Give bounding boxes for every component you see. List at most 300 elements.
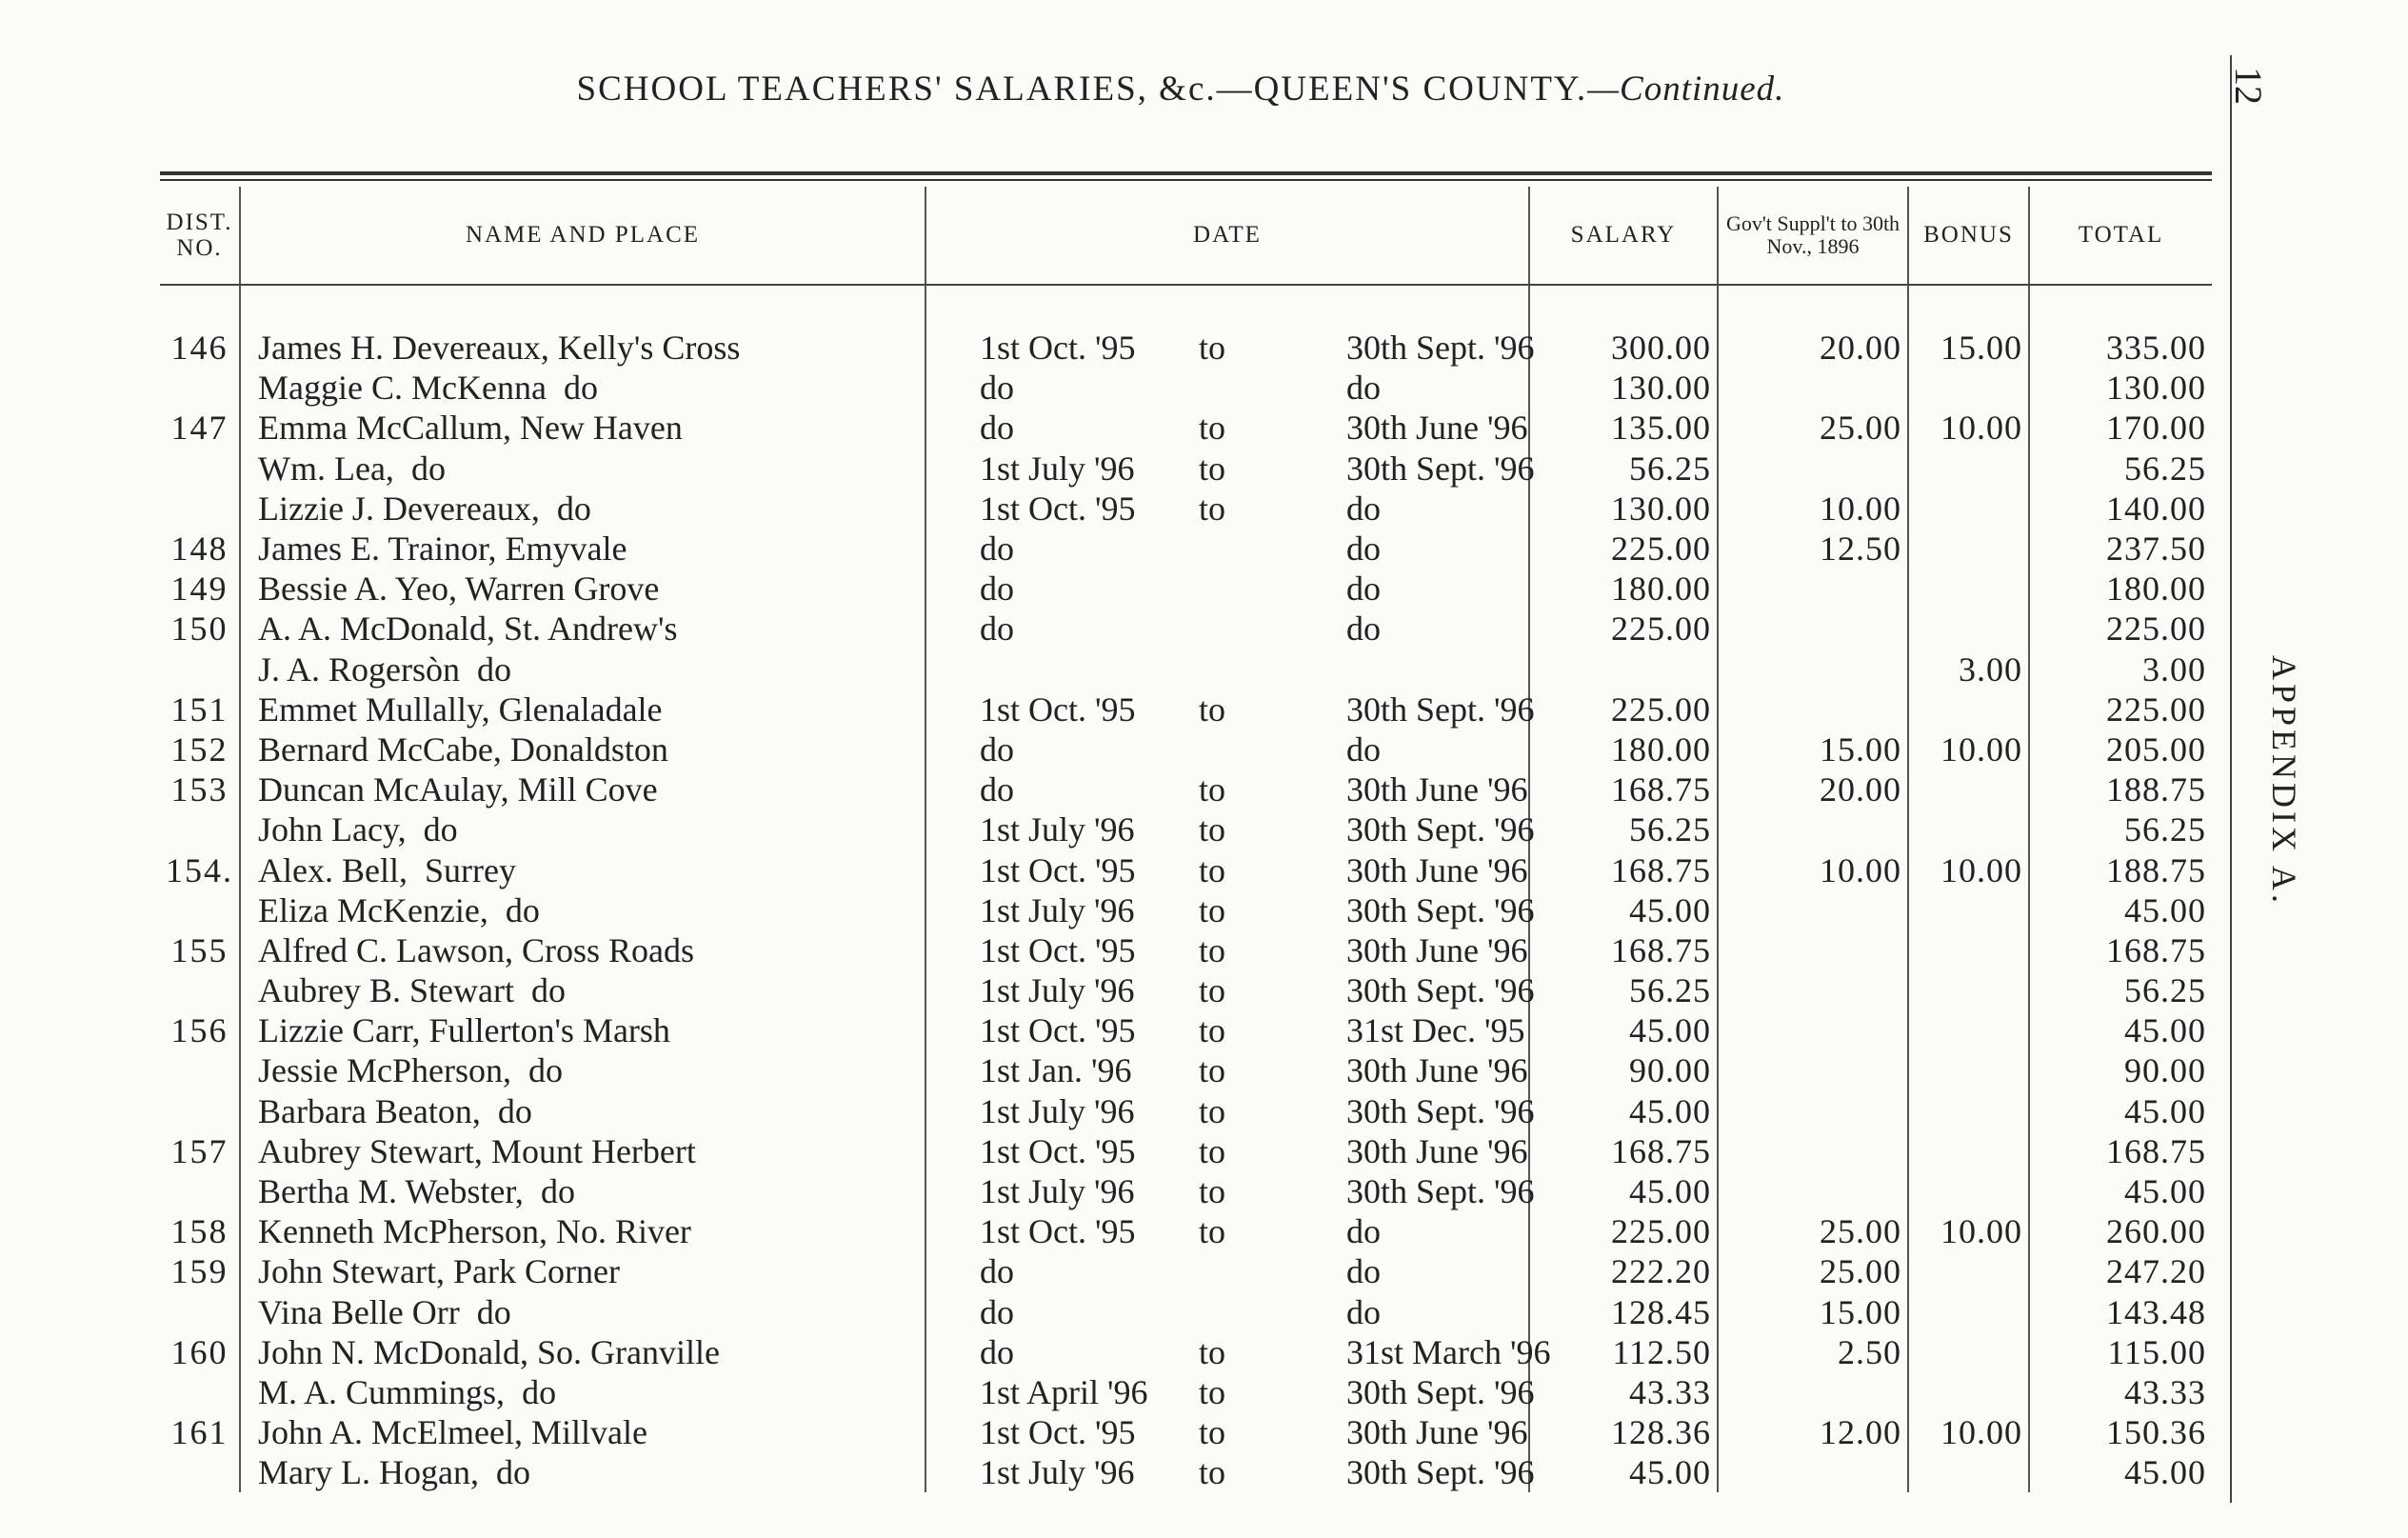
date-to-word: to [1199, 1172, 1226, 1211]
name-place-cell [240, 930, 925, 970]
salary-cell: 135.00 [1529, 408, 1718, 448]
table-row [160, 529, 2212, 569]
salary-cell: 225.00 [1529, 689, 1718, 729]
govt-supplement-cell: 25.00 [1718, 408, 1908, 448]
dist-no-cell [160, 489, 240, 529]
bonus-cell [1908, 1251, 2029, 1291]
total-cell: 170.00 [2106, 409, 2206, 448]
date-range [926, 1171, 1535, 1211]
spacer-cell [160, 285, 240, 328]
header-total: TOTAL [2029, 187, 2212, 285]
teacher-place: do [563, 369, 598, 408]
name-place-cell [240, 1010, 925, 1050]
date-to-word: to [1199, 329, 1226, 368]
table-row [160, 1412, 2212, 1452]
name-place-cell [240, 1091, 925, 1131]
date-to-word: to [1199, 689, 1226, 729]
date-range [926, 970, 1535, 1010]
bonus-cell [1908, 769, 2029, 809]
total-cell: 150.36 [2106, 1413, 2206, 1452]
date-from: 1st Oct. '95 [980, 930, 1136, 969]
dist-no-cell [160, 449, 240, 489]
table-row [160, 1131, 2212, 1171]
spacer-cell [240, 285, 925, 328]
date-cell [925, 649, 1529, 689]
name-place-cell [240, 328, 925, 368]
name-place-cell [240, 1332, 925, 1372]
date-range [926, 850, 1528, 890]
govt-supplement-cell [1718, 689, 1908, 729]
bonus-cell: 10.00 [1908, 408, 2029, 448]
govt-supplement-cell: 12.00 [1718, 1412, 1908, 1452]
date-until: 30th Sept. '96 [1346, 689, 1535, 729]
name-place-cell [240, 689, 925, 729]
govt-supplement-cell [1718, 970, 1908, 1010]
bonus-cell [1908, 809, 2029, 849]
bonus-cell [1908, 1452, 2029, 1492]
date-range [926, 689, 1535, 729]
table-row [160, 1171, 2212, 1211]
dist-no-cell [160, 890, 240, 930]
salary-cell: 45.00 [1529, 1452, 1718, 1492]
date-to-word: to [1199, 850, 1226, 889]
spacer-cell [925, 285, 1529, 328]
date-range [926, 1332, 1551, 1372]
date-range [926, 930, 1528, 970]
teacher-name: James E. Trainor, Emyvale [258, 529, 627, 569]
govt-supplement-cell [1718, 1091, 1908, 1131]
date-to-word: to [1199, 770, 1226, 809]
total-cell: 168.75 [2106, 930, 2206, 969]
dist-no-cell: 147 [160, 408, 240, 448]
teacher-place: do [505, 890, 540, 929]
name-place-cell [240, 970, 925, 1010]
table-row [160, 649, 2212, 689]
date-from: do [980, 569, 1014, 609]
salary-cell: 130.00 [1529, 368, 1718, 408]
date-from: 1st Oct. '95 [980, 1212, 1136, 1251]
teacher-place [683, 409, 700, 447]
spacer-cell [1718, 285, 1908, 328]
date-range [926, 649, 1528, 689]
total-cell: 188.75 [2106, 770, 2206, 809]
govt-supplement-cell: 20.00 [1718, 769, 1908, 809]
date-to-word: to [1199, 1212, 1226, 1251]
teacher-name: John A. McElmeel, Millvale [258, 1413, 647, 1452]
date-range [926, 1050, 1528, 1090]
date-cell [925, 489, 1529, 529]
dist-no-cell: 154. [160, 849, 240, 889]
bonus-cell [1908, 1050, 2029, 1090]
salary-cell: 225.00 [1529, 1211, 1718, 1251]
date-cell [925, 569, 1529, 609]
bonus-cell [1908, 689, 2029, 729]
bonus-cell [1908, 1131, 2029, 1171]
govt-supplement-cell [1718, 368, 1908, 408]
date-range [926, 569, 1528, 609]
teacher-name: John Stewart, Park Corner [258, 1252, 620, 1291]
teacher-name: Wm. Lea, [258, 449, 394, 488]
dist-no-cell [160, 1091, 240, 1131]
name-place-cell [240, 1372, 925, 1412]
date-until: 30th Sept. '96 [1346, 1172, 1535, 1211]
dist-no-cell: 160 [160, 1332, 240, 1372]
date-from: do [980, 409, 1014, 448]
table-row [160, 368, 2212, 408]
teacher-place: do [527, 1051, 563, 1090]
date-until: 30th Sept. '96 [1346, 971, 1535, 1010]
table-row [160, 930, 2212, 970]
table-row [160, 1050, 2212, 1090]
header-date: DATE [925, 187, 1529, 285]
teacher-place: do [497, 1091, 532, 1130]
salary-cell: 225.00 [1529, 529, 1718, 569]
side-rule [2230, 55, 2232, 1503]
date-until: 31st Dec. '95 [1346, 1011, 1525, 1050]
date-to-word: to [1199, 1011, 1226, 1050]
govt-supplement-cell [1718, 930, 1908, 970]
date-range [926, 769, 1528, 809]
name-place-cell [240, 809, 925, 849]
date-until: 30th Sept. '96 [1346, 810, 1535, 849]
date-from: 1st July '96 [980, 890, 1135, 929]
total-cell: 45.00 [2124, 1091, 2206, 1130]
govt-supplement-cell [1718, 1050, 1908, 1090]
total-cell: 45.00 [2124, 1453, 2206, 1492]
name-place-cell [240, 368, 925, 408]
salary-cell: 45.00 [1529, 890, 1718, 930]
total-cell: 45.00 [2124, 1172, 2206, 1211]
teacher-name: Bertha M. Webster, [258, 1172, 524, 1211]
bonus-cell [1908, 529, 2029, 569]
table-row [160, 809, 2212, 849]
total-cell: 56.25 [2124, 971, 2206, 1010]
teacher-place [659, 569, 676, 608]
header-dist-no: DIST. NO. [160, 187, 240, 285]
date-to-word: to [1199, 930, 1226, 969]
date-until: do [1346, 529, 1381, 569]
date-until: do [1346, 569, 1381, 609]
header-name-place: NAME AND PLACE [240, 187, 925, 285]
name-place-cell [240, 569, 925, 609]
table-body [160, 285, 2212, 1492]
bonus-cell: 10.00 [1908, 1412, 2029, 1452]
date-from: do [980, 1292, 1014, 1331]
bonus-cell: 10.00 [1908, 1211, 2029, 1251]
salary-cell: 130.00 [1529, 489, 1718, 529]
date-cell [925, 449, 1535, 489]
name-place-cell [240, 408, 925, 448]
teacher-place [663, 690, 680, 729]
dist-no-cell: 150 [160, 609, 240, 649]
name-place-cell [240, 1050, 925, 1090]
teacher-name: Jessie McPherson, [258, 1051, 511, 1090]
spacer-cell [2029, 285, 2212, 328]
bonus-cell [1908, 1292, 2029, 1332]
spacer-cell [1908, 285, 2029, 328]
teacher-name: Alfred C. Lawson, Cross Roads [258, 930, 694, 969]
salary-cell: 168.75 [1529, 1131, 1718, 1171]
dist-no-cell: 159 [160, 1251, 240, 1291]
bonus-cell [1908, 609, 2029, 649]
table-row [160, 890, 2212, 930]
date-to-word: to [1199, 1051, 1226, 1090]
date-range [926, 1091, 1535, 1131]
salary-cell: 56.25 [1529, 449, 1718, 489]
bonus-cell [1908, 569, 2029, 609]
teacher-place [696, 1132, 713, 1170]
govt-supplement-cell [1718, 1452, 1908, 1492]
total-cell: 43.33 [2124, 1372, 2206, 1411]
salary-cell: 168.75 [1529, 769, 1718, 809]
table-row [160, 1292, 2212, 1332]
teacher-name: Maggie C. McKenna [258, 369, 547, 408]
teacher-place [668, 730, 686, 769]
total-cell: 140.00 [2106, 489, 2206, 528]
total-cell: 90.00 [2124, 1051, 2206, 1090]
date-from: 1st Oct. '95 [980, 1011, 1136, 1050]
teacher-name: Alex. Bell, [258, 850, 408, 889]
date-range [926, 449, 1535, 489]
dist-no-cell [160, 1372, 240, 1412]
date-to-word: to [1199, 971, 1226, 1010]
date-until: 30th June '96 [1346, 1131, 1528, 1170]
top-rule-thin [160, 179, 2212, 181]
date-cell [925, 1412, 1529, 1452]
date-cell [925, 1452, 1535, 1492]
name-place-cell [240, 1412, 925, 1452]
date-range [926, 529, 1528, 569]
teacher-name: M. A. Cummings, [258, 1372, 506, 1411]
teacher-name: Vina Belle Orr [258, 1292, 460, 1331]
dist-no-cell: 151 [160, 689, 240, 729]
date-until: do [1346, 1212, 1381, 1251]
govt-supplement-cell [1718, 1131, 1908, 1171]
date-until: do [1346, 1252, 1381, 1291]
dist-no-cell: 152 [160, 729, 240, 769]
teacher-name: Duncan McAulay, Mill Cove [258, 770, 658, 809]
total-cell: 143.48 [2106, 1292, 2206, 1331]
salary-cell: 180.00 [1529, 729, 1718, 769]
date-cell [925, 1131, 1529, 1171]
dist-no-cell [160, 809, 240, 849]
date-cell [925, 689, 1535, 729]
date-cell [925, 769, 1529, 809]
teacher-name: John Lacy, [258, 810, 407, 849]
salary-cell: 225.00 [1529, 609, 1718, 649]
date-until: do [1346, 609, 1381, 649]
date-from: 1st Oct. '95 [980, 1413, 1136, 1452]
date-range [926, 1452, 1535, 1492]
bonus-cell [1908, 368, 2029, 408]
dist-no-cell: 158 [160, 1211, 240, 1251]
teacher-place [647, 1413, 665, 1451]
salary-cell: 168.75 [1529, 930, 1718, 970]
date-until: 30th June '96 [1346, 1051, 1528, 1090]
teacher-place [720, 1333, 737, 1371]
govt-supplement-cell: 2.50 [1718, 1332, 1908, 1372]
date-cell [925, 1211, 1529, 1251]
teacher-place [670, 1011, 687, 1049]
table-row [160, 849, 2212, 889]
header-bonus: BONUS [1908, 187, 2029, 285]
date-cell [925, 1372, 1535, 1412]
table-row [160, 1332, 2212, 1372]
date-cell [925, 1292, 1529, 1332]
bonus-cell: 10.00 [1908, 849, 2029, 889]
date-from: do [980, 369, 1014, 408]
date-until: do [1346, 489, 1381, 528]
teacher-name: James H. Devereaux, Kelly's Cross [258, 329, 741, 368]
salary-cell: 300.00 [1529, 328, 1718, 368]
teacher-name: John N. McDonald, So. Granville [258, 1332, 720, 1371]
govt-supplement-cell [1718, 1372, 1908, 1412]
date-until: 30th Sept. '96 [1346, 1453, 1535, 1492]
bonus-cell [1908, 970, 2029, 1010]
date-range [926, 609, 1528, 649]
name-place-cell [240, 890, 925, 930]
teacher-name: Aubrey B. Stewart [258, 971, 514, 1010]
date-range [926, 1211, 1528, 1251]
salary-cell: 56.25 [1529, 970, 1718, 1010]
table-row [160, 1091, 2212, 1131]
date-from: 1st April '96 [980, 1372, 1148, 1411]
table-row [160, 689, 2212, 729]
total-cell: 180.00 [2106, 569, 2206, 609]
total-cell: 45.00 [2124, 1011, 2206, 1050]
teacher-place [691, 1212, 708, 1250]
teacher-name: Kenneth McPherson, No. River [258, 1212, 691, 1251]
name-place-cell [240, 1131, 925, 1171]
teacher-place: do [423, 810, 458, 849]
date-to-word: to [1199, 489, 1226, 528]
teacher-name: Lizzie J. Devereaux, [258, 489, 540, 528]
spacer-row [160, 285, 2212, 328]
total-cell: 335.00 [2106, 329, 2206, 368]
date-from: 1st July '96 [980, 1453, 1135, 1492]
date-until: 30th Sept. '96 [1346, 1372, 1535, 1411]
govt-supplement-cell [1718, 890, 1908, 930]
date-cell [925, 849, 1529, 889]
teacher-place: do [495, 1453, 530, 1492]
teacher-place: do [530, 971, 566, 1010]
date-range [926, 489, 1528, 529]
date-to-word: to [1199, 1413, 1226, 1452]
date-to-word: to [1199, 810, 1226, 849]
date-from: 1st Oct. '95 [980, 489, 1136, 528]
date-range [926, 368, 1528, 408]
dist-no-cell: 155 [160, 930, 240, 970]
teacher-place: do [556, 489, 591, 528]
date-to-word: to [1199, 1332, 1226, 1371]
bonus-cell [1908, 930, 2029, 970]
name-place-cell [240, 489, 925, 529]
date-range [926, 1412, 1528, 1452]
teacher-place [740, 329, 757, 367]
date-range [926, 1292, 1528, 1332]
teacher-place [677, 609, 694, 648]
total-cell: 56.25 [2124, 810, 2206, 849]
date-until: 30th Sept. '96 [1346, 890, 1535, 929]
page-title [0, 69, 2361, 110]
name-place-cell [240, 729, 925, 769]
dist-no-cell: 149 [160, 569, 240, 609]
header-salary: SALARY [1529, 187, 1718, 285]
teacher-name: J. A. Rogersòn [258, 649, 461, 689]
govt-supplement-cell [1718, 1171, 1908, 1211]
teacher-place: do [522, 1372, 557, 1411]
name-place-cell [240, 1452, 925, 1492]
total-cell: 115.00 [2107, 1332, 2206, 1371]
bonus-cell [1908, 1332, 2029, 1372]
date-from: 1st Oct. '95 [980, 329, 1136, 368]
total-cell: 56.25 [2124, 449, 2206, 488]
govt-supplement-cell: 12.50 [1718, 529, 1908, 569]
total-cell: 260.00 [2106, 1212, 2206, 1251]
bonus-cell [1908, 890, 2029, 930]
salary-cell [1529, 649, 1718, 689]
date-until: 30th June '96 [1346, 409, 1528, 448]
teacher-name: A. A. McDonald, St. Andrew's [258, 609, 678, 649]
govt-supplement-cell [1718, 569, 1908, 609]
bonus-cell: 15.00 [1908, 328, 2029, 368]
teacher-place: do [540, 1172, 575, 1211]
name-place-cell [240, 649, 925, 689]
name-place-cell [240, 1211, 925, 1251]
salary-cell: 56.25 [1529, 809, 1718, 849]
table-row [160, 569, 2212, 609]
dist-no-cell [160, 1452, 240, 1492]
teacher-place [694, 931, 711, 969]
table-row [160, 449, 2212, 489]
govt-supplement-cell: 15.00 [1718, 1292, 1908, 1332]
govt-supplement-cell: 25.00 [1718, 1211, 1908, 1251]
date-range [926, 408, 1528, 448]
table-row [160, 328, 2212, 368]
date-until: 31st March '96 [1346, 1332, 1551, 1371]
salary-cell: 90.00 [1529, 1050, 1718, 1090]
salary-cell: 222.20 [1529, 1251, 1718, 1291]
table-row [160, 408, 2212, 448]
table-row [160, 1211, 2212, 1251]
bonus-cell [1908, 449, 2029, 489]
govt-supplement-cell: 10.00 [1718, 489, 1908, 529]
name-place-cell [240, 1171, 925, 1211]
total-cell: 225.00 [2106, 609, 2206, 649]
total-cell: 225.00 [2106, 689, 2206, 729]
teacher-name: Aubrey Stewart, Mount Herbert [258, 1131, 696, 1170]
date-range [926, 809, 1535, 849]
date-range [926, 1251, 1528, 1291]
teacher-place: do [410, 449, 446, 488]
date-to-word: to [1199, 1091, 1226, 1130]
salary-cell: 168.75 [1529, 849, 1718, 889]
date-range [926, 328, 1535, 368]
teacher-name: Mary L. Hogan, [258, 1453, 479, 1492]
bonus-cell [1908, 1171, 2029, 1211]
date-from: 1st Oct. '95 [980, 850, 1136, 889]
govt-supplement-cell: 20.00 [1718, 328, 1908, 368]
appendix-label: APPENDIX A. [2265, 655, 2303, 908]
total-cell: 45.00 [2124, 890, 2206, 929]
date-range [926, 729, 1528, 769]
total-cell: 3.00 [2142, 649, 2206, 689]
date-from: do [980, 609, 1014, 649]
date-from: do [980, 729, 1014, 769]
date-from: do [980, 1332, 1014, 1371]
date-until: 30th June '96 [1346, 770, 1528, 809]
salary-cell: 45.00 [1529, 1010, 1718, 1050]
